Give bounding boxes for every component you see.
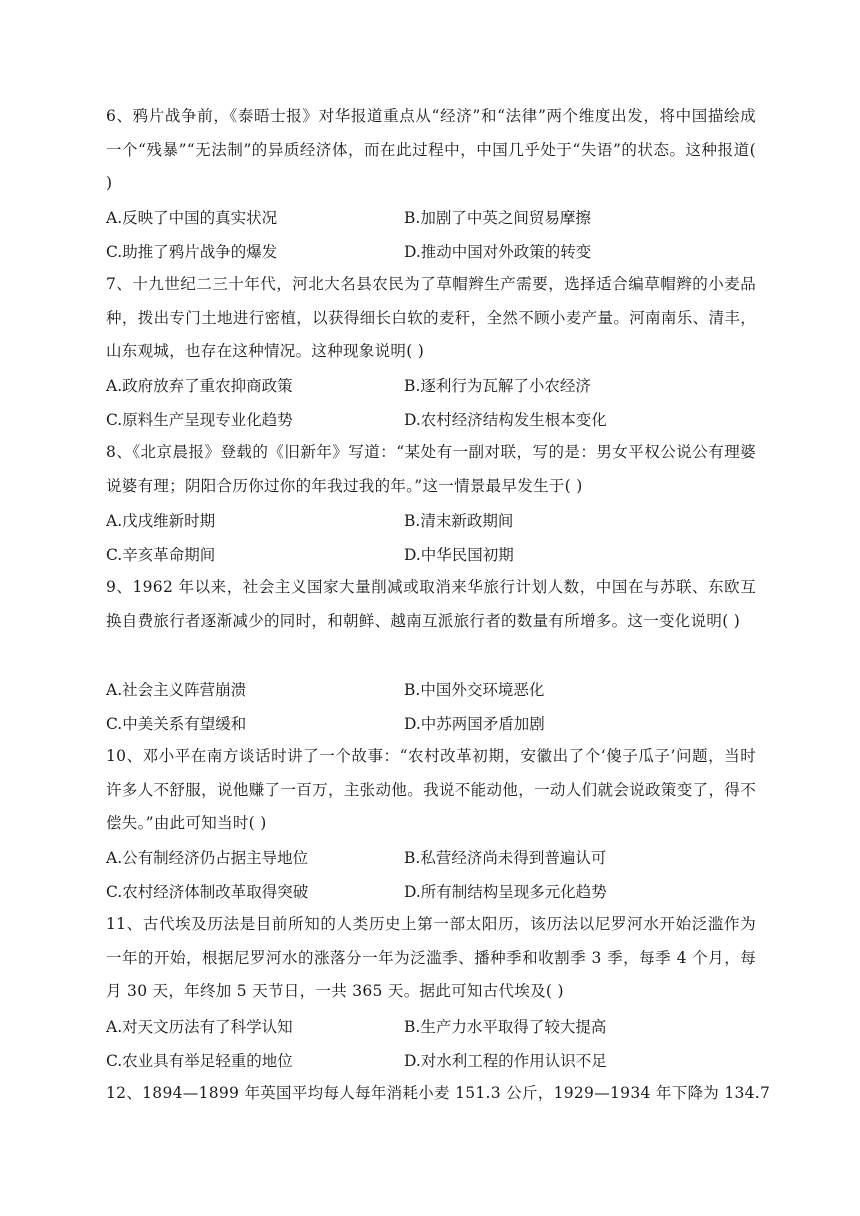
question-8-option-d: D.中华民国初期 <box>404 546 514 564</box>
question-8-option-b: B.清末新政期间 <box>404 512 514 530</box>
question-10-option-b: B.私营经济尚未得到普遍认可 <box>404 849 607 867</box>
question-11-option-c: C.农业具有举足轻重的地位 <box>106 1052 293 1070</box>
question-10-stem: 10、邓小平在南方谈话时讲了一个故事：“农村改革初期，安徽出了个‘傻子瓜子’问题，当时许多人不舒服，说他赚了一百万，主张动他。我说不能动他，一动人们就会说政策变了，得不偿失。”由此可知当时( ) <box>106 747 756 833</box>
question-9-option-a: A.社会主义阵营崩溃 <box>106 681 247 699</box>
question-11-option-b: B.生产力水平取得了较大提高 <box>404 1018 607 1036</box>
question-6-option-b: B.加剧了中英之间贸易摩擦 <box>404 209 591 227</box>
question-7-option-a: A.政府放弃了重农抑商政策 <box>106 377 293 395</box>
question-7-option-c: C.原料生产呈现专业化趋势 <box>106 411 293 429</box>
question-9-option-b: B.中国外交环境恶化 <box>404 681 545 699</box>
question-11-stem: 11、古代埃及历法是目前所知的人类历史上第一部太阳历，该历法以尼罗河水开始泛滥作为一年的开始，根据尼罗河水的涨落分一年为泛滥季、播种季和收割季 3 季，每季 4 个月，每月 30 天，年终加 5 天节日，一共 365 天。据此可知古代埃及( ) <box>106 915 756 1001</box>
question-9-option-c: C.中美关系有望缓和 <box>106 715 247 733</box>
question-9-stem: 9、1962 年以来，社会主义国家大量削减或取消来华旅行计划人数，中国在与苏联、东欧互换自费旅行者逐渐减少的同时，和朝鲜、越南互派旅行者的数量有所增多。这一变化说明( ) <box>106 578 756 630</box>
question-12-stem: 12、1894—1899 年英国平均每人每年消耗小麦 151.3 公斤，1929—1934 年下降为 134.7 <box>106 1084 771 1102</box>
question-8-stem: 8、《北京晨报》登载的《旧新年》写道：“某处有一副对联，写的是：男女平权公说公有理婆说婆有理；阴阳合历你过你的年我过我的年。”这一情景最早发生于( ) <box>106 443 756 495</box>
question-7-stem: 7、十九世纪二三十年代，河北大名县农民为了草帽辫生产需要，选择适合编草帽辫的小麦品种，拨出专门土地进行密植，以获得细长白软的麦秆，全然不顾小麦产量。河南南乐、清丰，山东观城，也存在这种情况。这种现象说明( ) <box>106 275 756 361</box>
question-10-option-c: C.农村经济体制改革取得突破 <box>106 883 309 901</box>
question-11-option-d: D.对水利工程的作用认识不足 <box>404 1052 607 1070</box>
question-7-option-b: B.逐利行为瓦解了小农经济 <box>404 377 591 395</box>
question-11-option-a: A.对天文历法有了科学认知 <box>106 1018 293 1036</box>
question-8-option-c: C.辛亥革命期间 <box>106 546 216 564</box>
question-6-stem: 6、鸦片战争前，《泰晤士报》对华报道重点从“经济”和“法律”两个维度出发，将中国描绘成一个“残暴”“无法制”的异质经济体，而在此过程中，中国几乎处于“失语”的状态。这种报道( ) <box>106 107 756 193</box>
question-7-option-d: D.农村经济结构发生根本变化 <box>404 411 607 429</box>
question-10-option-d: D.所有制结构呈现多元化趋势 <box>404 883 607 901</box>
question-8-option-a: A.戊戌维新时期 <box>106 512 216 530</box>
question-6-option-a: A.反映了中国的真实状况 <box>106 209 278 227</box>
question-10-option-a: A.公有制经济仍占据主导地位 <box>106 849 309 867</box>
question-9-option-d: D.中苏两国矛盾加剧 <box>404 715 545 733</box>
question-6-option-c: C.助推了鸦片战争的爆发 <box>106 243 278 261</box>
question-6-option-d: D.推动中国对外政策的转变 <box>404 243 592 261</box>
